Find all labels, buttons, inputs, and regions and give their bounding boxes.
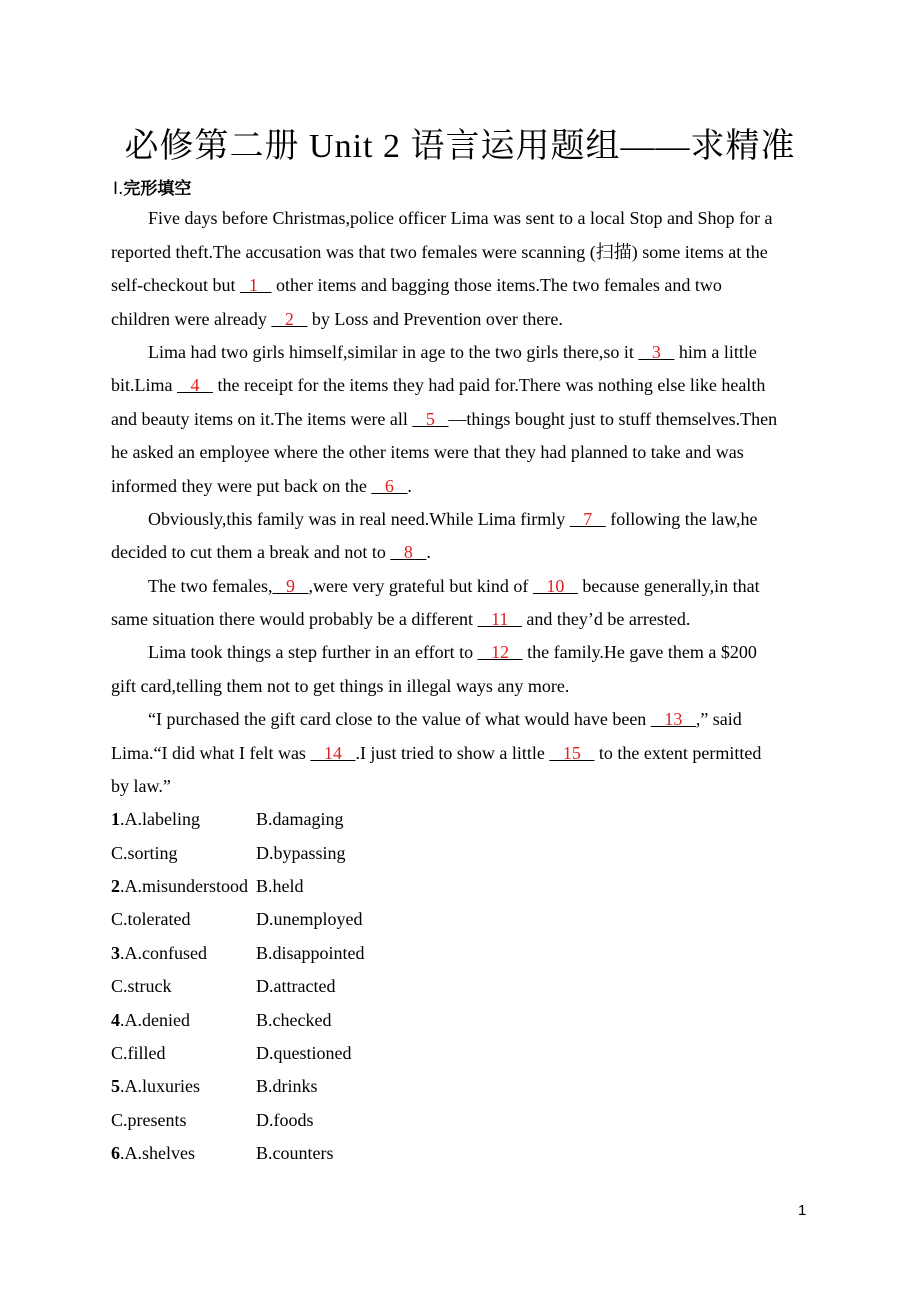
question-3-option-d: D.attracted xyxy=(256,976,336,996)
passage-line: Lima.“I did what I felt was 14 .I just tried to show a little 15 to the extent permitted xyxy=(111,743,762,763)
question-2-option-a: 2.A.misunderstood xyxy=(111,876,248,896)
blank-3: 3 xyxy=(651,342,661,362)
passage-line: informed they were put back on the 6 . xyxy=(111,476,412,496)
blank-7: 7 xyxy=(583,509,593,529)
question-2-option-b: B.held xyxy=(256,876,304,896)
blank-12: 12 xyxy=(491,642,510,662)
blank-13: 13 xyxy=(664,709,683,729)
question-5-option-c: C.presents xyxy=(111,1110,187,1130)
blank-6: 6 xyxy=(384,476,394,496)
blank-1: 1 xyxy=(248,275,258,295)
passage-line: Five days before Christmas,police officer Lima was sent to a local Stop and Shop for a xyxy=(148,208,773,228)
question-4-option-d: D.questioned xyxy=(256,1043,352,1063)
section-heading xyxy=(113,174,191,199)
passage-line: decided to cut them a break and not to 8 . xyxy=(111,542,431,562)
passage-line: by law.” xyxy=(111,776,171,796)
question-2-option-d: D.unemployed xyxy=(256,909,363,929)
question-1-option-a: 1.A.labeling xyxy=(111,809,200,829)
section-roman: Ⅰ. xyxy=(113,179,124,199)
passage-line: The two females, 9 ,were very grateful but kind of 10 because generally,in that xyxy=(148,576,760,596)
passage-line: he asked an employee where the other items were that they had planned to take and was xyxy=(111,442,744,462)
blank-14: 14 xyxy=(323,743,342,763)
question-5-option-a: 5.A.luxuries xyxy=(111,1076,200,1096)
passage-line: Lima took things a step further in an effort to 12 the family.He gave them a $200 xyxy=(148,642,757,662)
passage-line: gift card,telling them not to get things in illegal ways any more. xyxy=(111,676,570,696)
question-1-option-d: D.bypassing xyxy=(256,843,346,863)
question-3-option-a: 3.A.confused xyxy=(111,943,207,963)
passage-line: reported theft.The accusation was that two females were scanning (扫描) some items at the xyxy=(111,242,768,262)
question-2-option-c: C.tolerated xyxy=(111,909,191,929)
question-5-option-b: B.drinks xyxy=(256,1076,318,1096)
question-1-option-c: C.sorting xyxy=(111,843,178,863)
blank-8: 8 xyxy=(403,542,413,562)
passage-line: “I purchased the gift card close to the value of what would have been 13 ,” said xyxy=(148,709,742,729)
section-name: 完形填空 xyxy=(123,179,192,199)
passage-line: Lima had two girls himself,similar in age to the two girls there,so it 3 him a little xyxy=(148,342,757,362)
question-1-option-b: B.damaging xyxy=(256,809,344,829)
passage-line: same situation there would probably be a different 11 and they’d be arrested. xyxy=(111,609,691,629)
page-number: 1 xyxy=(798,1202,807,1219)
passage-line: self-checkout but 1 other items and bagging those items.The two females and two xyxy=(111,275,722,295)
page-title: 必修第二册 Unit 2 语言运用题组——求精准 xyxy=(124,128,796,165)
passage-line: Obviously,this family was in real need.While Lima firmly 7 following the law,he xyxy=(148,509,758,529)
blank-9: 9 xyxy=(285,576,295,596)
question-5-option-d: D.foods xyxy=(256,1110,314,1130)
blank-15: 15 xyxy=(562,743,581,763)
question-6-option-b: B.counters xyxy=(256,1143,334,1163)
question-4-option-b: B.checked xyxy=(256,1010,332,1030)
blank-5: 5 xyxy=(425,409,435,429)
passage-line: and beauty items on it.The items were all 5 —things bought just to stuff themselves.Then xyxy=(111,409,778,429)
question-4-option-a: 4.A.denied xyxy=(111,1010,190,1030)
passage-line: bit.Lima 4 the receipt for the items they had paid for.There was nothing else like health xyxy=(111,375,766,395)
blank-2: 2 xyxy=(284,309,294,329)
question-4-option-c: C.filled xyxy=(111,1043,166,1063)
blank-4: 4 xyxy=(190,375,200,395)
blank-10: 10 xyxy=(546,576,565,596)
question-3-option-b: B.disappointed xyxy=(256,943,365,963)
blank-11: 11 xyxy=(491,609,509,629)
question-6-option-a: 6.A.shelves xyxy=(111,1143,195,1163)
question-3-option-c: C.struck xyxy=(111,976,172,996)
passage-line: children were already 2 by Loss and Prevention over there. xyxy=(111,309,563,329)
